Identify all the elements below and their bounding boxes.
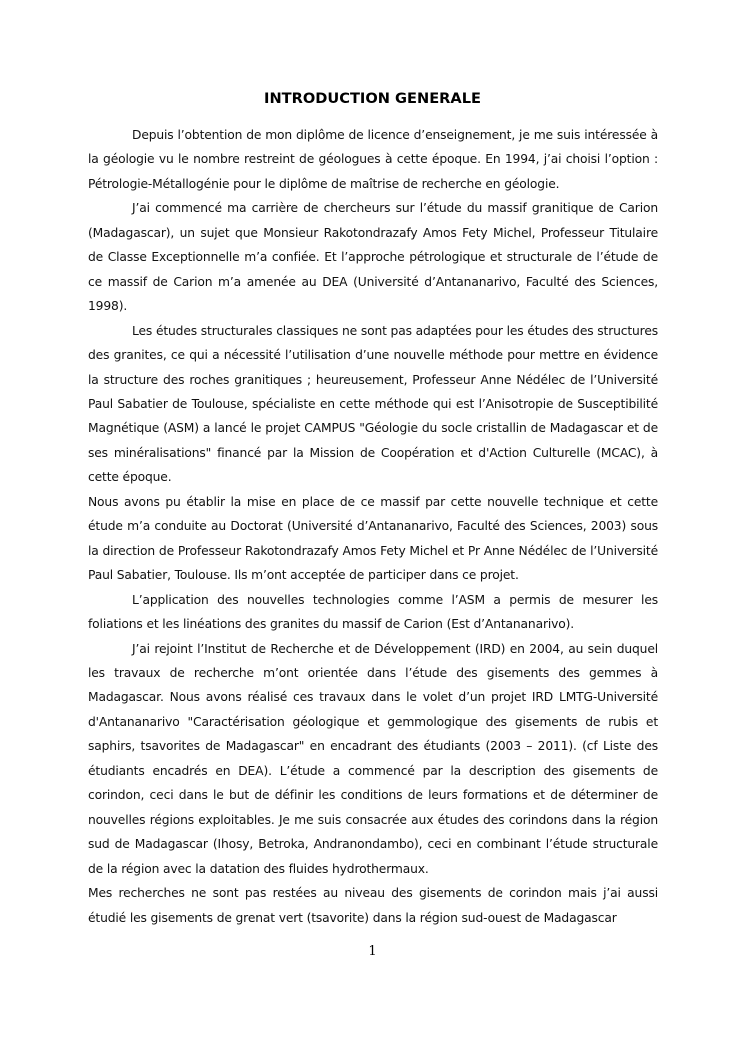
paragraph-asm: L’application des nouvelles technologies comme l’ASM a permis de mesurer les foliations et les linéations des granites du massif de Carion (Est d’Antananarivo). [88, 592, 658, 632]
paragraph-tsavorite: Mes recherches ne sont pas restées au niveau des gisements de corindon mais j’ai aussi étudié les gisements de grenat vert (tsavorite) dans la région sud-ouest de Madagascar [88, 886, 658, 925]
paragraph-carion: J’ai commencé ma carrière de chercheurs sur l’étude du massif granitique de Carion (Madagascar), un sujet que Monsieur Rakotondrazafy Amos Fety Michel, Professeur Titulaire de Classe Exceptionnelle m’a confiée. Et l’approche pétrologique et structurale de l’étude de ce massif de Carion m’a amenée au DEA (Université d’Antananarivo, Faculté des Sciences, 1998). [88, 201, 658, 314]
body-text [88, 123, 658, 930]
paragraph-licence: Depuis l’obtention de mon diplôme de licence d’enseignement, je me suis intéressée à la géologie vu le nombre restreint de géologues à cette époque. En 1994, j’ai choisi l’option : Pétrologie-Métallogénie pour le diplôme de maîtrise de recherche en géologie. [88, 128, 658, 191]
page-title: INTRODUCTION GENERALE [264, 90, 481, 107]
paragraph-ird: J’ai rejoint l’Institut de Recherche et de Développement (IRD) en 2004, au sein duquel les travaux de recherche m’ont orientée dans l’étude des gisements des gemmes à Madagascar. Nous avons réalisé ces travaux dans le volet d’un projet IRD LMTG-Université d'Antananarivo "Caractérisation géologique et gemmologique des gisements de rubis et saphirs, tsavorites de Madagascar" en encadrant des étudiants (2003 – 2011). (cf Liste des étudiants encadrés en DEA). L’étude a commencé par la description des gisements de corindon, ceci dans le but de définir les conditions de leurs formations et de déterminer de nouvelles régions exploitables. Je me suis consacrée aux études des corindons dans la région sud de Madagascar (Ihosy, Betroka, Andranondambo), ceci en combinant l’étude structurale de la région avec la datation des fluides hydrothermaux. [88, 641, 658, 876]
page-number: 1 [368, 944, 377, 959]
paragraph-structural-studies: Les études structurales classiques ne sont pas adaptées pour les études des structures des granites, ce qui a nécessité l’utilisation d’une nouvelle méthode pour mettre en évidence la structure des roches granitiques ; heureusement, Professeur Anne Nédélec de l’Université Paul Sabatier de Toulouse, spécialiste en cette méthode qui est l’Anisotropie de Susceptibilité Magnétique (ASM) a lancé le projet CAMPUS "Géologie du socle cristallin de Madagascar et de ses minéralisations" financé par la Mission de Coopération et d'Action Culturelle (MCAC), à cette époque. [88, 323, 658, 485]
paragraph-doctorat: Nous avons pu établir la mise en place de ce massif par cette nouvelle technique et cette étude m’a conduite au Doctorat (Université d’Antananarivo, Faculté des Sciences, 2003) sous la direction de Professeur Rakotondrazafy Amos Fety Michel et Pr Anne Nédélec de l’Université Paul Sabatier, Toulouse. Ils m’ont acceptée de participer dans ce projet. [88, 494, 658, 583]
